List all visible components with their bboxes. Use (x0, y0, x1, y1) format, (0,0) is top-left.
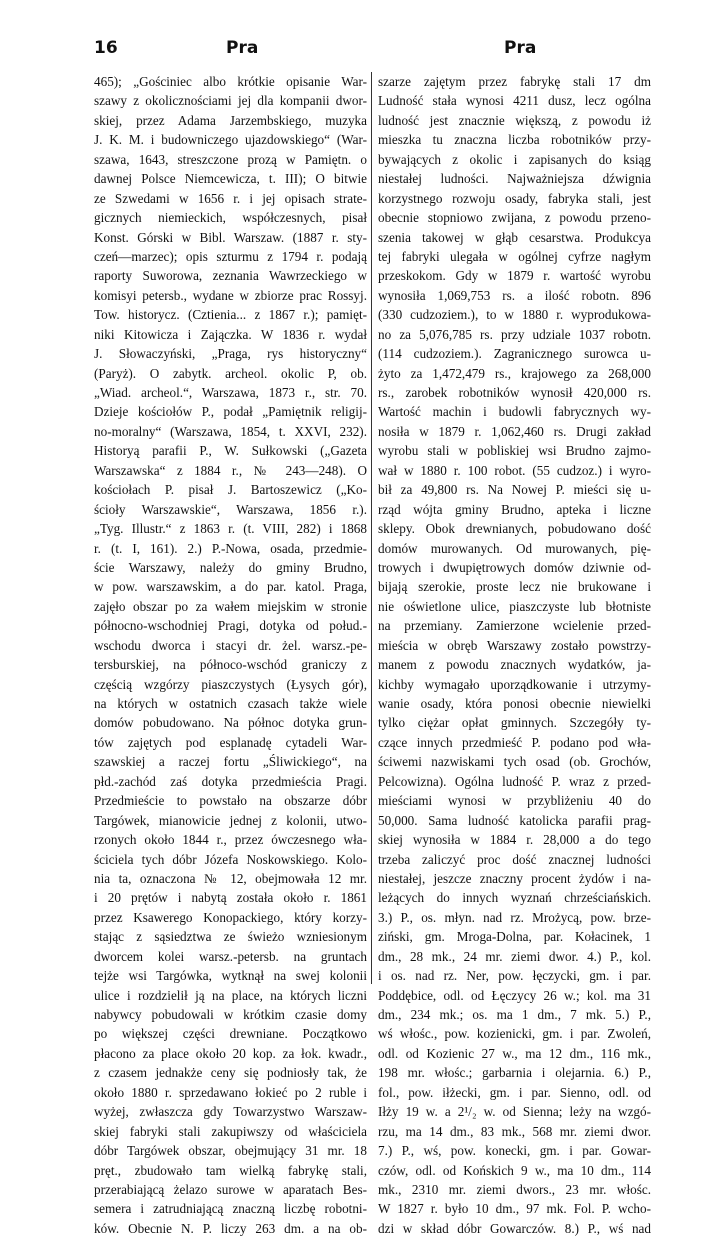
text-line: wyrobu stali w pobliskiej wsi Brudno zajmo- (378, 443, 651, 459)
text-line: sklepy. Obok drewnianych, pobudowano dość (378, 521, 651, 537)
text-line: tersburskiej, na północo-wschód graniczy z (94, 657, 367, 673)
text-line: rzonych około 1844 r., przez ówczesnego wła- (94, 832, 367, 848)
page-header (0, 38, 720, 62)
text-line: skiej, przez Adama Jarzembskiego, muzyka (94, 112, 367, 128)
text-line: rzu, ma 14 dm., 83 mk., 568 mr. ziemi dwor. (378, 1123, 651, 1139)
text-line: Ludność stała wynosi 4211 dusz, lecz ogólna (378, 93, 651, 109)
text-line: dm., 28 mk., 24 mr. ziemi dwor. 4.) P., kol. (378, 948, 651, 964)
text-line: 7.) P., wś, pow. konecki, gm. i par. Gowar- (378, 1143, 651, 1159)
text-line: czące innych przedmieść P. podano pod wła- (378, 734, 651, 750)
text-line: wschodu dworca i stacyi dr. żel. warsz.-pe- (94, 637, 367, 653)
text-line: Targówek, mianowicie jednej z kolonii, utwo- (94, 812, 367, 828)
text-line: pręt., zbudowało tam wielką fabrykę stali, (94, 1162, 367, 1178)
text-line: J. Słowaczyński, „Praga, rys historyczny“ (94, 346, 367, 362)
text-line: (Paryż). O zabytk. archeol. okolic P, ob. (94, 365, 367, 381)
text-line: (330 cudzoziem.), to w 1880 r. wyprodukowa- (378, 307, 651, 323)
text-line: szawskiej a raczej fortu „Śliwickiego“, na (94, 754, 367, 770)
text-line: raporty Suworowa, zeznania Wawrzeckiego w (94, 268, 367, 284)
text-line: ulice i rozdzielił ją na place, na których liczni (94, 987, 367, 1003)
text-line: trzeba zaliczyć proc dość znacznej ludności (378, 851, 651, 867)
text-line: szawy z okolicznościami jej dla kompanii dwor- (94, 93, 367, 109)
text-line: przez Ksawerego Konopackiego, który korzy- (94, 909, 367, 925)
text-line: Przedmieście to powstało na obszarze dóbr (94, 793, 367, 809)
text-line: nie oświetlone ulice, piaszczyste lub błotniste (378, 598, 651, 614)
text-line: dzi w skład dóbr Gowarczów. 8.) P., wś nad (378, 1220, 651, 1236)
text-line: czów, odl. od Końskich 9 w., ma 10 dm., 114 (378, 1162, 651, 1178)
text-line: nia ta, oznaczona № 12, obejmowała 12 mr. (94, 870, 367, 886)
running-head-right: Pra (504, 38, 537, 58)
text-line: nosiła w 1879 r. 1,062,460 rs. Drugi zakład (378, 423, 651, 439)
right-text-column (378, 72, 651, 1238)
text-line: Konst. Górski w Bibl. Warszaw. (1887 r. sty- (94, 229, 367, 245)
text-line: po większej części drewniane. Początkowo (94, 1026, 367, 1042)
text-line: szenia takowej w głąb cesarstwa. Produkcya (378, 229, 651, 245)
text-line: gicznych niemieckich, współczesnych, pisał (94, 210, 367, 226)
text-line: bił za 49,800 rs. Na Nowej P. mieści się u- (378, 482, 651, 498)
text-line: 465); „Gościniec albo krótkie opisanie War- (94, 74, 367, 89)
text-line: ludność jest znacznie większą, z powodu iż (378, 112, 651, 128)
text-line: skiej wynosiła w 1884 r. 28,000 a do tego (378, 832, 651, 848)
text-line: Warszawska“ z 1884 r., № 243—248). O (94, 462, 367, 478)
text-line: trowych i dwupiętrowych domów dziwnie od- (378, 559, 651, 575)
text-line: Wartość machin i budowli fabrycznych wy- (378, 404, 651, 420)
text-line: zajęło obszar po za wałem miejskim w stronie (94, 598, 367, 614)
text-line: żyto za 1,472,479 rs., krajowego za 268,000 (378, 365, 651, 381)
text-line: domów pobudowano. Na północ dotyka grun- (94, 715, 367, 731)
text-line: 50,000. Sama ludność katolicka parafii prag- (378, 812, 651, 828)
text-line: płacono za place około 20 kop. za łok. kwadr., (94, 1045, 367, 1061)
text-line: tejże wsi Targówka, wytknął na swej kolonii (94, 968, 367, 984)
text-line: no za 5,076,785 rs. przy udziale 1037 robotn. (378, 326, 651, 342)
text-line: około 1880 r. sprzedawano łokieć po 2 ruble i (94, 1084, 367, 1100)
text-line: szarze zajętym przez fabrykę stali 17 dm (378, 74, 651, 89)
text-line: manem z powodu znacznych wydatków, ja- (378, 657, 651, 673)
text-line: szawa, 1643, streszczone prozą w Pamiętn. o (94, 151, 367, 167)
text-line: rząd wójta gminy Brudno, apteka i liczne (378, 501, 651, 517)
text-line: 198 mr. włośc.; garbarnia i olejarnia. 6.) P., (378, 1065, 651, 1081)
text-line: tów zajętych pod esplanadę cytadeli War- (94, 734, 367, 750)
text-line: 3.) P., os. młyn. nad rz. Mrożycą, pow. brze- (378, 909, 651, 925)
text-line: i os. nad rz. Ner, pow. łęczycki, gm. i par. (378, 968, 651, 984)
text-line: płd.-zachód zaś dotyka przedmieścia Pragi. (94, 773, 367, 789)
text-line: mieściami wynosi w przybliżeniu 40 do (378, 793, 651, 809)
text-line: stając z sąsiedztwa ze świeżo wzniesionym (94, 929, 367, 945)
text-line: ze Szwedami w 1656 r. i jej opisach strate- (94, 190, 367, 206)
page-number: 16 (94, 38, 118, 58)
text-line: dóbr Targówek obszar, obejmujący 31 mr. 18 (94, 1143, 367, 1159)
text-line: leżących do innych wyznań chrześciańskich. (378, 890, 651, 906)
text-line: w pow. warszawskim, a do par. katol. Praga, (94, 579, 367, 595)
text-line: komisyi petersb., wydane w zbiorze prac Rossyj. (94, 287, 367, 303)
text-line: ściciela tych dóbr Józefa Noskowskiego. Kolo- (94, 851, 367, 867)
text-line: wynosiła 1,069,753 rs. a ilość robotn. 896 (378, 287, 651, 303)
text-line: Poddębice, odl. od Łęczycy 26 w.; kol. ma 31 (378, 987, 651, 1003)
text-line: z czasem jednakże ceny się podniosły tak, że (94, 1065, 367, 1081)
left-text-column (94, 72, 367, 1238)
text-line: dawnej Polsce Niemcewicza, t. III); O bitwie (94, 171, 367, 187)
text-line: nabywcy pobudowali w krótkim czasie domy (94, 1007, 367, 1022)
text-line: J. K. M. i budowniczego ujazdowskiego“ (War- (94, 132, 367, 148)
text-line: „Wiad. archeol.“, Warszawa, 1873 r., str. 70. (94, 385, 367, 400)
text-line: dworcem kolei warsz.-petersb. na gruntach (94, 948, 367, 964)
text-line: skiej fabryki stali zakupiwszy od właściciela (94, 1123, 367, 1139)
text-line: bywających z okolic i zapisanych do ksiąg (378, 151, 651, 167)
text-line: wanie osady, która ponosi obecnie niewielki (378, 696, 651, 711)
text-line: korzystnego rozwoju osady, fabryka stali, jest (378, 190, 651, 206)
running-head-left: Pra (226, 38, 259, 58)
text-line: Historyą parafii P., W. Sułkowski („Gazeta (94, 443, 367, 459)
text-line: Tow. historycz. (Cztienia... z 1867 r.); pamięt- (94, 307, 367, 323)
text-line: ścioły Warszawskie“, Warszawa, 1856 r.). (94, 501, 367, 517)
text-line: semera i zatrudniającą znaczną liczbę robotni- (94, 1201, 367, 1217)
text-line: kichby wymagało uporządkowanie i utrzymy- (378, 676, 651, 692)
text-line: niestałej, jeszcze znaczny procent żydów i na- (378, 870, 651, 886)
text-line: przeskokom. Gdy w 1879 r. wartość wyrobu (378, 268, 651, 284)
text-line: domów murowanych. Od murowanych, pię- (378, 540, 651, 556)
text-line: ziński, gm. Mroga-Dolna, par. Kołacinek, 1 (378, 929, 651, 945)
text-line: czeń—marzec); opis szturmu z 1794 r. podają (94, 248, 367, 264)
text-line: północno-wschodniej Pragi, dotyka od połud.- (94, 618, 367, 634)
text-line: niestałej ludności. Najważniejsza dźwignia (378, 171, 651, 187)
text-line: (114 cudzoziem.). Zagranicznego surowca u- (378, 346, 651, 362)
text-line: i 20 prętów i nabytą została około r. 1861 (94, 890, 367, 906)
text-line: rs., zarobek robotników wynosił 420,000 rs. (378, 385, 651, 400)
text-line: niki Kitowicza i Zajączka. W 1836 r. wydał (94, 326, 367, 342)
text-line: na których w ostatnich czasach także wiele (94, 696, 367, 711)
text-line: tylko ciężar opłat gminnych. Szczegóły ty- (378, 715, 651, 731)
text-line: W 1827 r. było 10 dm., 97 mk. Fol. P. wcho- (378, 1201, 651, 1217)
text-line: ściwemi nazwiskami tych osad (ob. Grochów, (378, 754, 651, 770)
text-line: częścią wzgórzy piaszczystych (Łysych gór), (94, 676, 367, 692)
text-line: fol., pow. iłżecki, gm. i par. Sienno, odl. od (378, 1084, 651, 1100)
text-line: Pelcowizna). Ogólna ludność P. wraz z przed- (378, 773, 651, 789)
text-line: tej fabryki ulegała w ogólnej cyfrze nagłym (378, 248, 651, 264)
text-line: wś włośc., pow. kozienicki, gm. i par. Zwoleń, (378, 1026, 651, 1042)
text-line: kościołach P. pisał J. Bartoszewicz („Ko- (94, 482, 367, 498)
text-line: ście Warszawy, należy do gminy Brudno, (94, 559, 367, 575)
text-line: r. (t. I, 161). 2.) P.-Nowa, osada, przedmie- (94, 540, 367, 556)
text-line: Iłży 19 w. a 2¹/₂ w. od Sienna; leży na wzgó- (378, 1104, 651, 1120)
text-line: mieszka tu znaczna liczba robotników przy- (378, 132, 651, 148)
text-line: no-moralny“ (Warszawa, 1854, t. XXVI, 232). (94, 423, 367, 439)
column-divider (371, 72, 372, 984)
text-line: wyżej, zwłaszcza gdy Towarzystwo Warszaw- (94, 1104, 367, 1120)
text-line: odl. od Kozienic 27 w., ma 12 dm., 116 mk., (378, 1045, 651, 1061)
text-line: ków. Obecnie N. P. liczy 263 dm. a na ob- (94, 1220, 367, 1236)
text-line: dm., 234 mk.; os. ma 1 dm., 7 mk. 5.) P., (378, 1007, 651, 1022)
text-line: bijają szerokie, proste lecz nie brukowane i (378, 579, 651, 595)
text-line: na przemiany. Zamierzone wcielenie przed- (378, 618, 651, 634)
text-line: mieścia w obręb Warszawy zostało powstrzy- (378, 637, 651, 653)
text-line: „Tyg. Illustr.“ z 1863 r. (t. VIII, 282) i 1868 (94, 521, 367, 537)
text-line: wał w 1880 r. 100 robot. (55 cudzoz.) i wyro- (378, 462, 651, 478)
text-line: przerabiającą żelazo surowe w aparatach Bes- (94, 1181, 367, 1197)
text-line: mk., 2310 mr. ziemi dwors., 23 mr. włośc. (378, 1181, 651, 1197)
text-line: obecnie stopniowo zwijana, z powodu przeno- (378, 210, 651, 226)
text-line: Dzieje kościołów P., podał „Pamiętnik religij- (94, 404, 367, 420)
